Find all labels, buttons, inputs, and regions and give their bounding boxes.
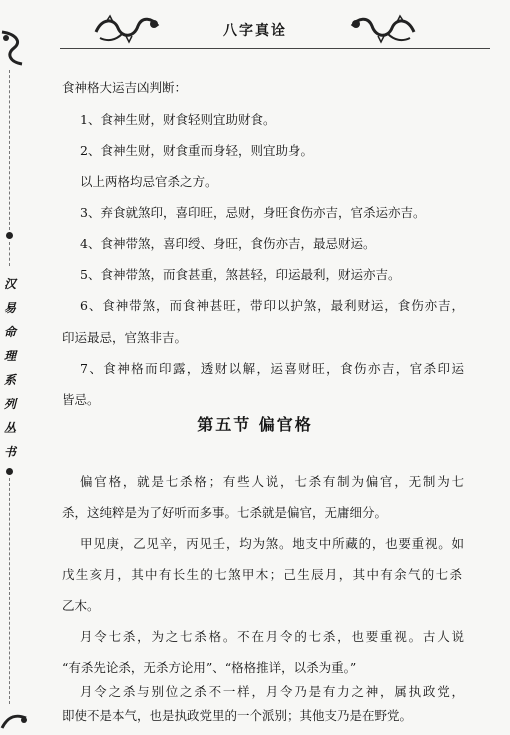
text-line: 6、食神带煞，而食神甚旺，带印以护煞，最利财运，食伤亦吉， [80,298,464,313]
text-line: 即使不是本气，也是执政党里的一个派别；其他支乃是在野党。 [62,708,413,723]
margin-dashed-line-top [9,70,10,230]
text-line: 5、食神带煞，而食甚重，煞甚轻，印运最利，财运亦吉。 [80,267,401,282]
text-line: 月令之杀与别位之杀不一样，月令乃是有力之神，属执政党， [80,684,464,699]
book-series-vertical-label [2,272,18,464]
text-line: 以上两格均忌官杀之方。 [80,174,218,189]
series-char: 丛 [3,421,16,435]
margin-dot-bottom [6,468,13,475]
margin-dashed-line-mid [9,242,10,266]
text-line: 2、食神生财，财食重而身轻，则宜助身。 [80,143,313,158]
corner-dragon-icon [0,28,26,68]
text-line: 7、食神格而印露，透财以解，运喜财旺，食伤亦吉，官杀印运 [80,361,464,376]
running-head-title: 八字真诠 [223,23,287,39]
text-line: 甲见庚，乙见辛，丙见壬，均为煞。地支中所藏的，也要重视。如 [80,536,464,551]
series-char: 系 [3,373,16,387]
margin-dot-top [6,232,13,239]
series-char: 理 [3,349,16,363]
text-line: 皆忌。 [62,392,100,407]
header-rule [60,48,490,49]
page-header [0,0,510,62]
corner-ornament-bottom-icon [0,708,30,732]
text-line: 印运最忌，官煞非吉。 [62,330,188,345]
text-line: 乙木。 [62,598,100,613]
text-line: 3、弃食就煞印，喜印旺，忌财，身旺食伤亦吉，官杀运亦吉。 [80,205,426,220]
text-line: 4、食神带煞，喜印绶、身旺，食伤亦吉，最忌财运。 [80,236,376,251]
text-line: “有杀先论杀，无杀方论用”、“格格推详，以杀为重。” [62,660,357,675]
text-line: 食神格大运吉凶判断： [62,80,188,95]
text-line: 月令七杀，为之七杀格。不在月令的七杀，也要重视。古人说 [80,629,464,644]
text-line: 杀，这纯粹是为了好听而多事。七杀就是偏官，无庸细分。 [62,505,388,520]
text-line: 戊生亥月，其中有长生的七煞甲木；己生辰月，其中有余气的七杀 [62,567,462,582]
section-heading: 第五节 偏官格 [197,415,313,434]
series-char: 书 [3,445,16,459]
series-char: 汉 [3,277,16,291]
series-char: 命 [3,325,16,339]
margin-dashed-line-bottom [9,478,10,704]
text-line: 1、食神生财，财食轻则宜助财食。 [80,112,276,127]
series-char: 易 [3,301,16,315]
text-line: 偏官格，就是七杀格；有些人说，七杀有制为偏官，无制为七 [80,474,464,489]
series-char: 列 [3,397,16,411]
